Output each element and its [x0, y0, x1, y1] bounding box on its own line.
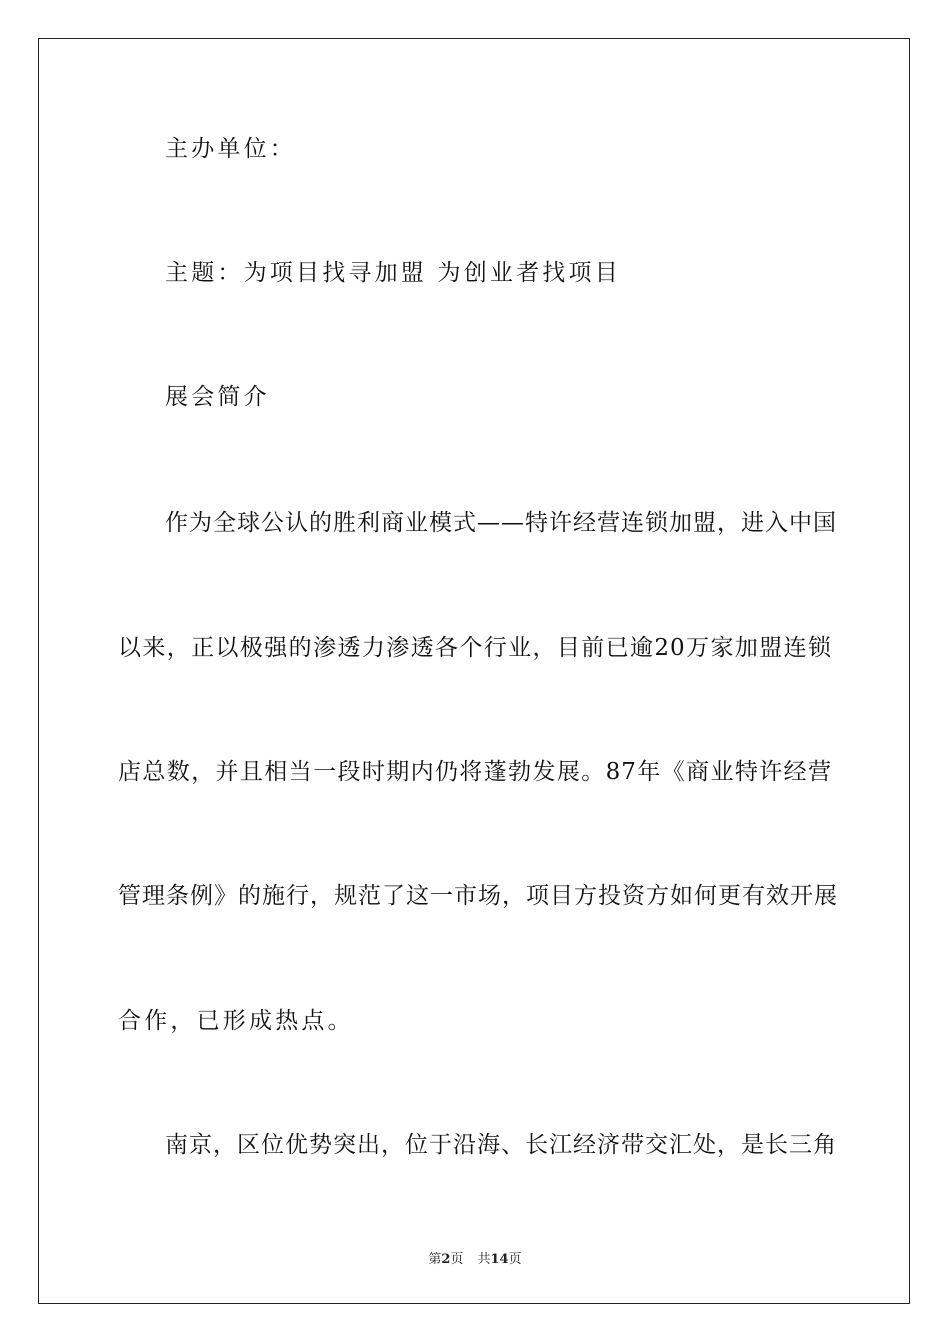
page-border	[38, 38, 910, 1304]
paragraph-line: 管理条例》的施行，规范了这一市场，项目方投资方如何更有效开展	[118, 883, 838, 909]
footer-total-suffix: 页	[508, 1252, 522, 1267]
footer-page-number: 2	[441, 1252, 451, 1267]
footer-total-prefix: 共	[477, 1252, 491, 1267]
paragraph-line: 以来，正以极强的渗透力渗透各个行业，目前已逾20万家加盟连锁	[118, 635, 832, 661]
paragraph-line: 店总数，并且相当一段时期内仍将蓬勃发展。87年《商业特许经营	[118, 759, 832, 785]
footer-page-prefix: 第	[428, 1252, 442, 1267]
paragraph-line: 合作，已形成热点。	[118, 1008, 354, 1034]
paragraph-line: 作为全球公认的胜利商业模式——特许经营连锁加盟，进入中国	[165, 510, 837, 536]
footer-total-pages: 14	[490, 1252, 509, 1267]
page-footer	[0, 1248, 950, 1267]
paragraph-line: 南京，区位优势突出，位于沿海、长江经济带交汇处，是长三角	[165, 1132, 837, 1158]
section-heading: 展会简介	[165, 384, 270, 410]
theme-line: 主题：为项目找寻加盟 为创业者找项目	[165, 260, 621, 286]
organizer-line: 主办单位：	[165, 136, 296, 162]
footer-page-suffix: 页	[450, 1252, 464, 1267]
